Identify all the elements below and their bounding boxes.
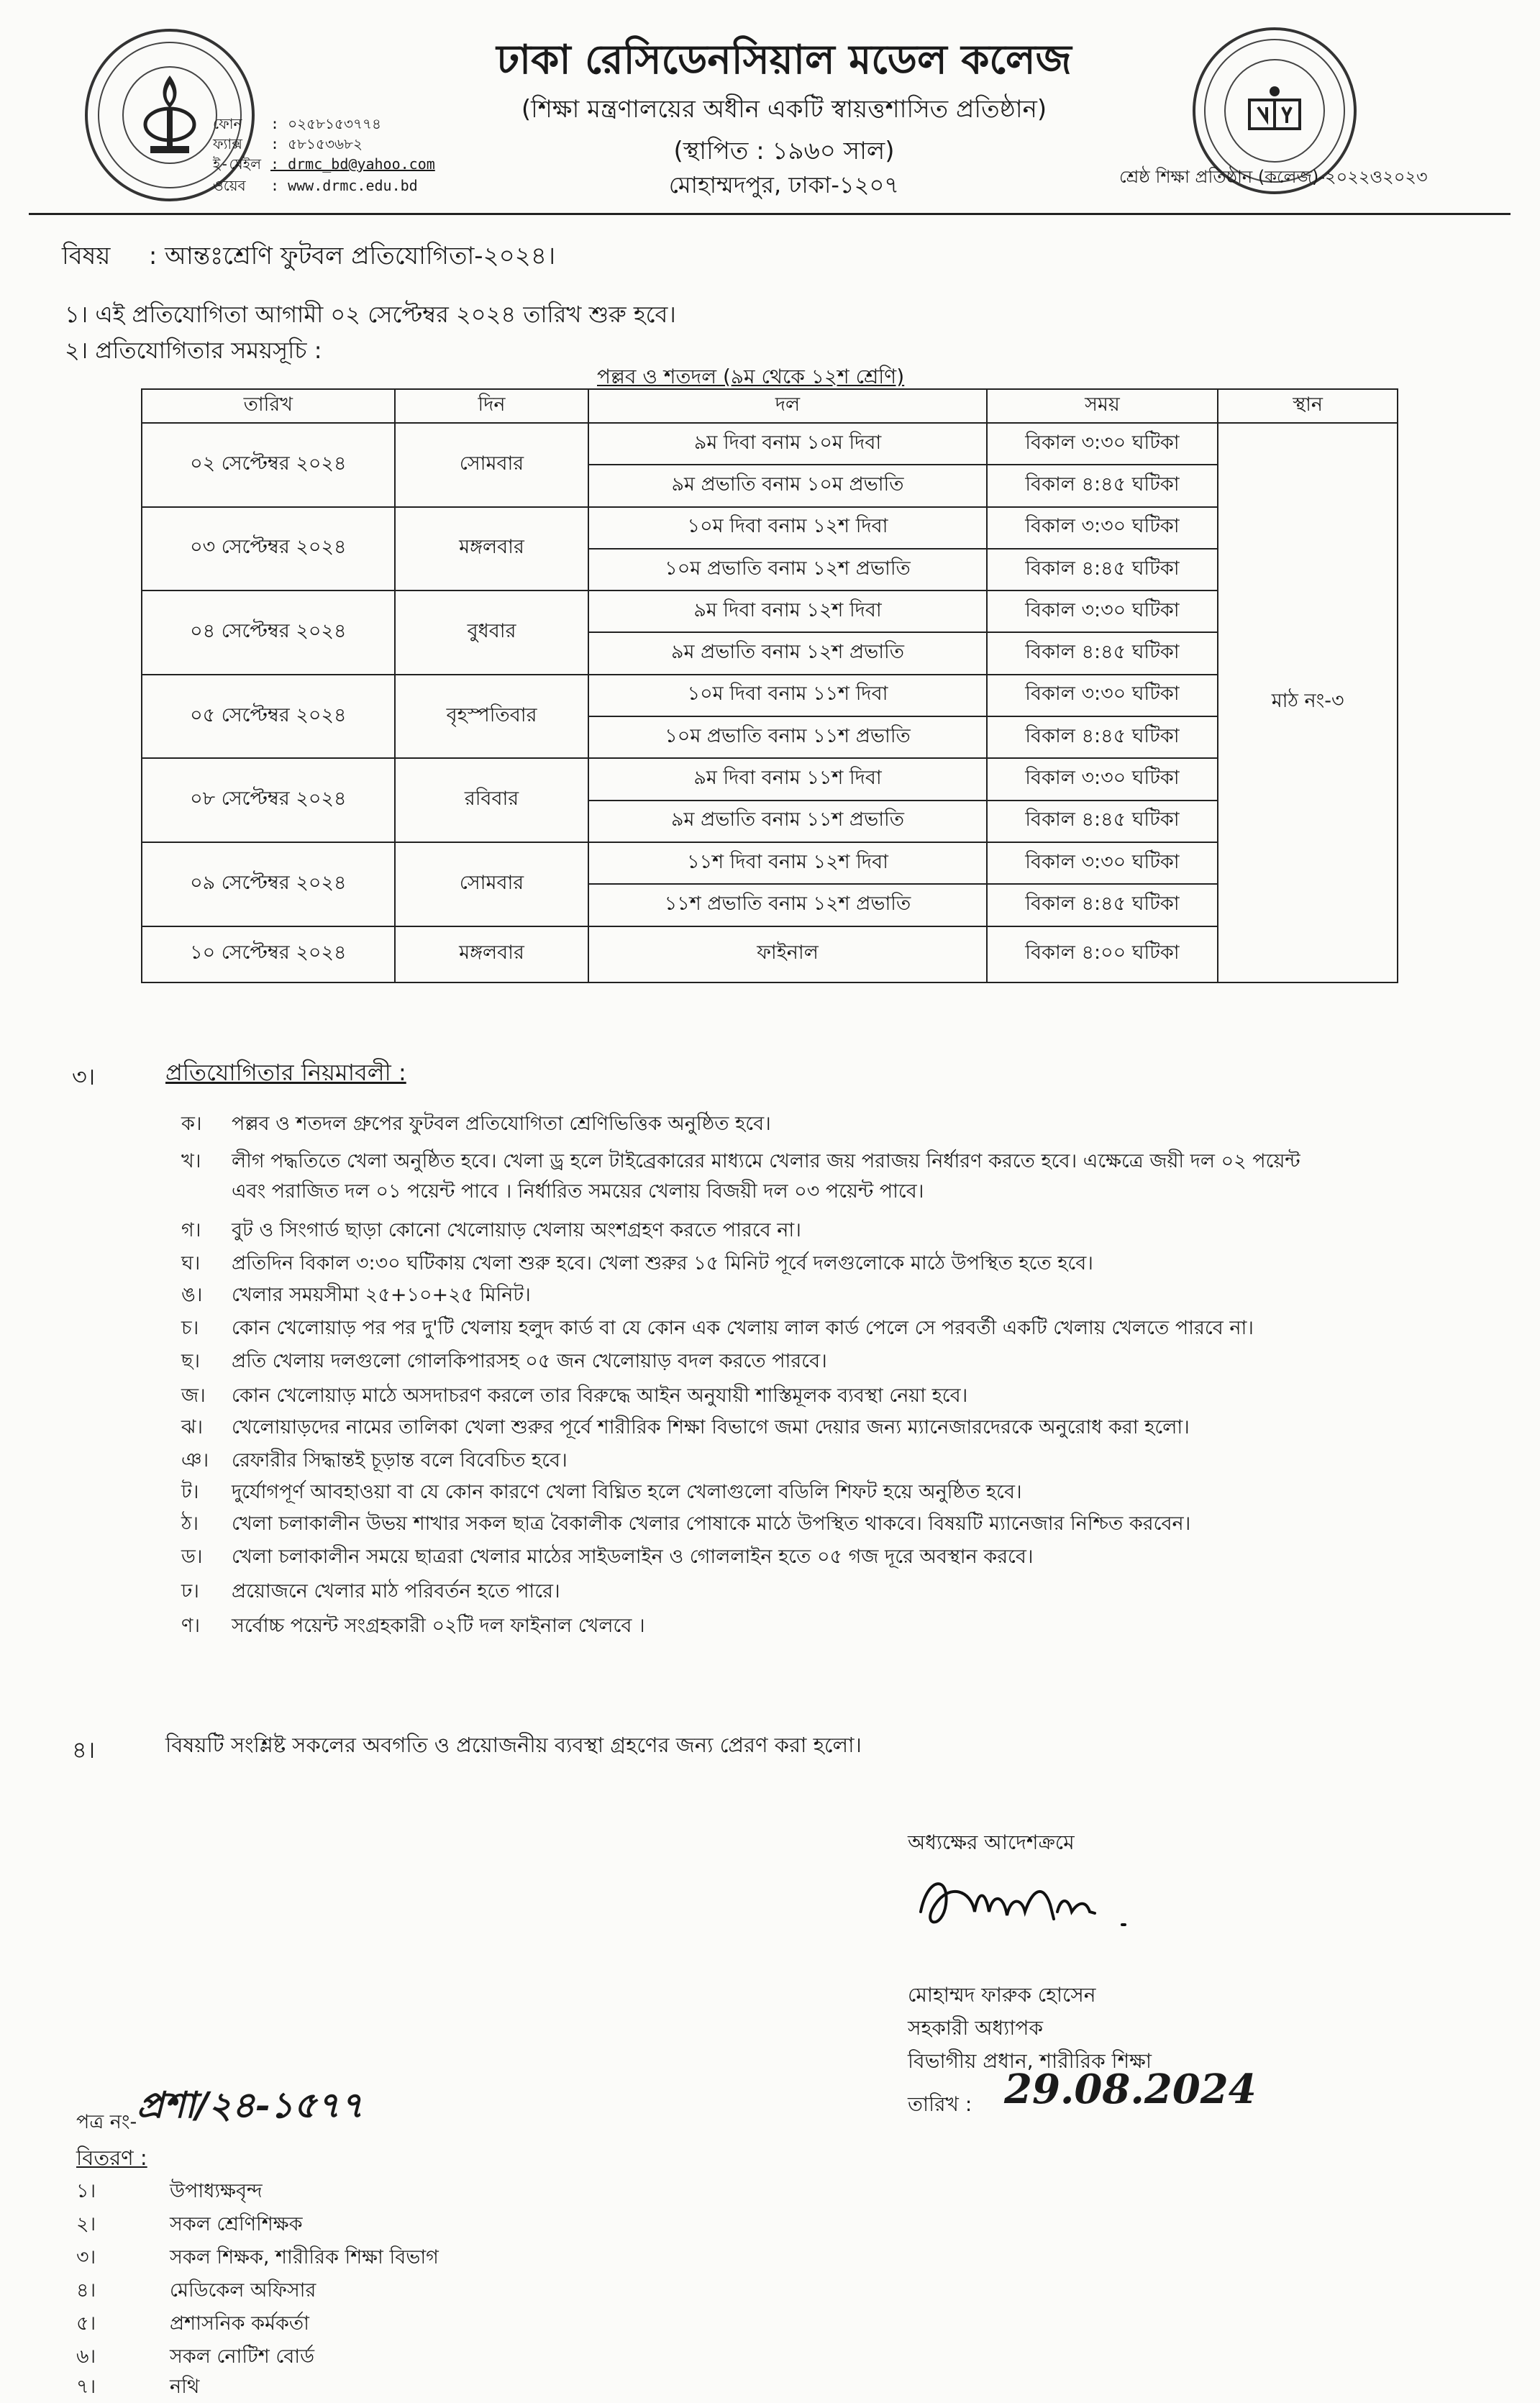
team-cell: ৯ম দিবা বনাম ১২শ দিবা <box>588 591 986 632</box>
item-1: ১। এই প্রতিযোগিতা আগামী ০২ সেপ্টেম্বর ২০২৪ তারিখ শুরু হবে। <box>65 301 676 328</box>
torch-icon <box>130 68 209 162</box>
college-name: ঢাকা রেসিডেনসিয়াল মডেল কলেজ <box>496 36 1072 83</box>
header-divider <box>29 213 1511 215</box>
time-cell: বিকাল ৩:৩০ ঘটিকা <box>987 423 1218 465</box>
rules-heading: প্রতিযোগিতার নিয়মাবলী : <box>165 1059 406 1086</box>
rule-key: ঘ। <box>181 1252 201 1275</box>
col-header-team: দল <box>588 389 986 423</box>
rule-text-continued: এবং পরাজিত দল ০১ পয়েন্ট পাবে । নির্ধারিত সময়ের খেলায় বিজয়ী দল ০৩ পয়েন্ট পাবে। <box>232 1180 924 1203</box>
rule-text: রেফারীর সিদ্ধান্তই চূড়ান্ত বলে বিবেচিত হবে। <box>232 1449 568 1472</box>
rule-key: ণ। <box>181 1615 200 1637</box>
team-cell: ১০ম প্রভাতি বনাম ১১শ প্রভাতি <box>588 716 986 758</box>
rule-text: সর্বোচ্চ পয়েন্ট সংগ্রহকারী ০২টি দল ফাইনাল খেলবে । <box>232 1615 645 1637</box>
team-cell: ৯ম প্রভাতি বনাম ১২শ প্রভাতি <box>588 632 986 674</box>
time-cell: বিকাল ৪:৪৫ ঘটিকা <box>987 632 1218 674</box>
col-header-time: সময় <box>987 389 1218 423</box>
rule-key: খ। <box>181 1150 201 1172</box>
memo-label: পত্র নং- <box>76 2111 137 2133</box>
team-cell: ফাইনাল <box>588 926 986 982</box>
rule-text: প্রতিদিন বিকাল ৩:৩০ ঘটিকায় খেলা শুরু হবে। খেলা শুরুর ১৫ মিনিট পূর্বে দলগুলোকে মাঠে উপস্থিত হতে হবে। <box>232 1252 1093 1275</box>
team-cell: ১০ম প্রভাতি বনাম ১২শ প্রভাতি <box>588 549 986 591</box>
table-header-row <box>142 389 1398 423</box>
rule-key: ড। <box>181 1546 203 1568</box>
contact-email: ই-মেইল : drmc_bd@yahoo.com <box>213 155 435 173</box>
time-cell: বিকাল ৪:০০ ঘটিকা <box>987 926 1218 982</box>
college-address: মোহাম্মদপুর, ঢাকা-১২০৭ <box>668 171 900 199</box>
distribution-item: প্রশাসনিক কর্মকর্তা <box>170 2312 309 2335</box>
table-row <box>142 926 1398 982</box>
team-cell: ১১শ প্রভাতি বনাম ১২শ প্রভাতি <box>588 884 986 926</box>
day-cell: রবিবার <box>395 758 589 842</box>
col-header-day: দিন <box>395 389 589 423</box>
signatory-name: মোহাম্মদ ফারুক হোসেন <box>908 1983 1096 2007</box>
order-line: অধ্যক্ষের আদেশক্রমে <box>908 1830 1075 1854</box>
time-cell: বিকাল ৪:৪৫ ঘটিকা <box>987 716 1218 758</box>
rule-text: খেলা চলাকালীন সময়ে ছাত্ররা খেলার মাঠের সাইডলাইন ও গোললাইন হতে ০৫ গজ দূরে অবস্থান করবে। <box>232 1546 1034 1568</box>
rule-text: বুট ও সিংগার্ড ছাড়া কোনো খেলোয়াড় খেলায় অংশগ্রহণ করতে পারবে না। <box>232 1219 801 1241</box>
team-cell: ৯ম দিবা বনাম ১০ম দিবা <box>588 423 986 465</box>
team-cell: ১১শ দিবা বনাম ১২শ দিবা <box>588 842 986 884</box>
signatory-department: বিভাগীয় প্রধান, শারীরিক শিক্ষা <box>908 2049 1152 2073</box>
rule-key: ক। <box>181 1113 202 1135</box>
distribution-num: ১। <box>76 2180 96 2202</box>
rule-key: ঝ। <box>181 1416 204 1438</box>
memo-number-handwritten: প্রশা/২৪-১৫৭৭ <box>137 2084 364 2126</box>
college-established: (স্থাপিত : ১৯৬০ সাল) <box>673 137 895 165</box>
rule-text: প্রতি খেলায় দলগুলো গোলকিপারসহ ০৫ জন খেলোয়াড় বদল করতে পারবে। <box>232 1350 827 1372</box>
distribution-num: ৬। <box>76 2345 96 2368</box>
time-cell: বিকাল ৩:৩০ ঘটিকা <box>987 591 1218 632</box>
contact-fax: ফ্যাক্স : ৫৮১৫৩৬৮২ <box>213 135 363 152</box>
team-cell: ১০ম দিবা বনাম ১২শ দিবা <box>588 507 986 549</box>
team-cell: ৯ম প্রভাতি বনাম ১০ম প্রভাতি <box>588 465 986 506</box>
rule-text: প্রয়োজনে খেলার মাঠ পরিবর্তন হতে পারে। <box>232 1580 560 1602</box>
schedule-table <box>141 388 1398 983</box>
book-emblem-icon <box>1242 78 1307 143</box>
rule-key: গ। <box>181 1219 201 1241</box>
date-cell: ১০ সেপ্টেম্বর ২০২৪ <box>142 926 395 982</box>
time-cell: বিকাল ৩:৩০ ঘটিকা <box>987 758 1218 800</box>
day-cell: মঙ্গলবার <box>395 926 589 982</box>
rule-text: কোন খেলোয়াড় পর পর দু'টি খেলায় হলুদ কার্ড বা যে কোন এক খেলায় লাল কার্ড পেলে সে পরবর্তী একটি খেলায় খেলতে পারবে না। <box>232 1317 1254 1339</box>
time-cell: বিকাল ৩:৩০ ঘটিকা <box>987 842 1218 884</box>
item-2: ২। প্রতিযোগিতার সময়সূচি : <box>65 337 322 364</box>
date-cell: ০৮ সেপ্টেম্বর ২০২৪ <box>142 758 395 842</box>
time-cell: বিকাল ৩:৩০ ঘটিকা <box>987 675 1218 716</box>
rule-key: ছ। <box>181 1350 201 1372</box>
signatory-designation: সহকারী অধ্যাপক <box>908 2016 1044 2040</box>
day-cell: সোমবার <box>395 423 589 507</box>
rule-key: ঙ। <box>181 1284 203 1306</box>
distribution-num: ৩। <box>76 2246 96 2269</box>
venue-cell: মাঠ নং-৩ <box>1218 423 1398 982</box>
rule-text: দুর্যোগপূর্ণ আবহাওয়া বা যে কোন কারণে খেলা বিঘ্নিত হলে খেলাগুলো বডিলি শিফট হয়ে অনুষ্ঠিত হবে। <box>232 1481 1022 1503</box>
best-institution-label: শ্রেষ্ঠ শিক্ষা প্রতিষ্ঠান (কলেজ)-২০২২ও২০২৩ <box>1119 167 1428 187</box>
item-4-number: ৪। <box>72 1736 96 1764</box>
rule-text: কোন খেলোয়াড় মাঠে অসদাচরণ করলে তার বিরুদ্ধে আইন অনুযায়ী শাস্তিমূলক ব্যবস্থা নেয়া হবে। <box>232 1385 968 1407</box>
distribution-item: উপাধ্যক্ষবৃন্দ <box>170 2180 263 2202</box>
day-cell: মঙ্গলবার <box>395 507 589 591</box>
distribution-item: নথি <box>170 2376 200 2398</box>
rule-key: ঢ। <box>181 1580 199 1602</box>
day-cell: বুধবার <box>395 591 589 675</box>
time-cell: বিকাল ৪:৪৫ ঘটিকা <box>987 549 1218 591</box>
team-cell: ৯ম প্রভাতি বনাম ১১শ প্রভাতি <box>588 801 986 842</box>
distribution-heading: বিতরণ : <box>76 2146 147 2170</box>
table-row <box>142 758 1398 800</box>
distribution-item: মেডিকেল অফিসার <box>170 2279 316 2302</box>
rule-key: জ। <box>181 1385 206 1407</box>
rule-key: ঠ। <box>181 1513 199 1535</box>
time-cell: বিকাল ৪:৪৫ ঘটিকা <box>987 884 1218 926</box>
day-cell: সোমবার <box>395 842 589 926</box>
rule-text: পল্লব ও শতদল গ্রুপের ফুটবল প্রতিযোগিতা শ্রেণিভিত্তিক অনুষ্ঠিত হবে। <box>232 1113 771 1135</box>
time-cell: বিকাল ৪:৪৫ ঘটিকা <box>987 801 1218 842</box>
rule-text: খেলার সময়সীমা ২৫+১০+২৫ মিনিট। <box>232 1284 531 1306</box>
distribution-item: সকল নোটিশ বোর্ড <box>170 2345 315 2368</box>
item-4-text: বিষয়টি সংশ্লিষ্ট সকলের অবগতি ও প্রয়োজনীয় ব্যবস্থা গ্রহণের জন্য প্রেরণ করা হলো। <box>165 1733 862 1757</box>
contact-web: ওয়েব : www.drmc.edu.bd <box>213 177 418 194</box>
rule-text: খেলোয়াড়দের নামের তালিকা খেলা শুরুর পূর্বে শারীরিক শিক্ষা বিভাগে জমা দেয়ার জন্য ম্যানেজারদেরকে অনুরোধ করা হলো। <box>232 1416 1190 1438</box>
table-row <box>142 591 1398 632</box>
date-cell: ০৫ সেপ্টেম্বর ২০২৪ <box>142 675 395 759</box>
college-subtitle: (শিক্ষা মন্ত্রণালয়ের অধীন একটি স্বায়ত্তশাসিত প্রতিষ্ঠান) <box>521 95 1047 124</box>
distribution-item: সকল শিক্ষক, শারীরিক শিক্ষা বিভাগ <box>170 2246 439 2269</box>
subject-label: বিষয় <box>62 242 111 270</box>
distribution-num: ৫। <box>76 2312 96 2335</box>
rule-key: ঞ। <box>181 1449 209 1472</box>
team-cell: ৯ম দিবা বনাম ১১শ দিবা <box>588 758 986 800</box>
table-row <box>142 842 1398 884</box>
date-cell: ০৩ সেপ্টেম্বর ২০২৪ <box>142 507 395 591</box>
date-cell: ০৯ সেপ্টেম্বর ২০২৪ <box>142 842 395 926</box>
distribution-num: ২। <box>76 2213 96 2235</box>
subject-text: : আন্তঃশ্রেণি ফুটবল প্রতিযোগিতা-২০২৪। <box>148 242 556 270</box>
col-header-date: তারিখ <box>142 389 395 423</box>
rule-text: খেলা চলাকালীন উভয় শাখার সকল ছাত্র বৈকালীক খেলার পোষাকে মাঠে উপস্থিত থাকবে। বিষয়টি ম্যানেজার নিশ্চিত করবেন। <box>232 1513 1191 1535</box>
distribution-num: ৭। <box>76 2376 96 2398</box>
distribution-item: সকল শ্রেণিশিক্ষক <box>170 2213 303 2235</box>
date-handwritten: 29.08.2024 <box>1004 2066 1257 2113</box>
schedule-title: পল্লব ও শতদল (৯ম থেকে ১২শ শ্রেণি) <box>597 365 905 388</box>
table-row <box>142 507 1398 549</box>
rule-key: ট। <box>181 1481 199 1503</box>
rule-key: চ। <box>181 1317 199 1339</box>
rules-number: ৩। <box>72 1063 96 1090</box>
subject-line <box>62 237 555 278</box>
col-header-venue: স্থান <box>1218 389 1398 423</box>
time-cell: বিকাল ৩:৩০ ঘটিকা <box>987 507 1218 549</box>
table-row <box>142 423 1398 465</box>
distribution-num: ৪। <box>76 2279 96 2302</box>
time-cell: বিকাল ৪:৪৫ ঘটিকা <box>987 465 1218 506</box>
rule-text: লীগ পদ্ধতিতে খেলা অনুষ্ঠিত হবে। খেলা ড্র হলে টাইব্রেকারের মাধ্যমে খেলার জয় পরাজয় নির্ধারণ করতে হবে। এক্ষেত্রে জয়ী দল ০২ পয়েন্ট <box>232 1150 1300 1172</box>
table-row <box>142 675 1398 716</box>
date-cell: ০৪ সেপ্টেম্বর ২০২৪ <box>142 591 395 675</box>
signature-image <box>906 1861 1180 1941</box>
day-cell: বৃহস্পতিবার <box>395 675 589 759</box>
date-label: তারিখ : <box>908 2092 972 2116</box>
date-cell: ০২ সেপ্টেম্বর ২০২৪ <box>142 423 395 507</box>
contact-phone: ফোন : ০২৫৮১৫৩৭৭৪ <box>213 115 381 132</box>
team-cell: ১০ম দিবা বনাম ১১শ দিবা <box>588 675 986 716</box>
